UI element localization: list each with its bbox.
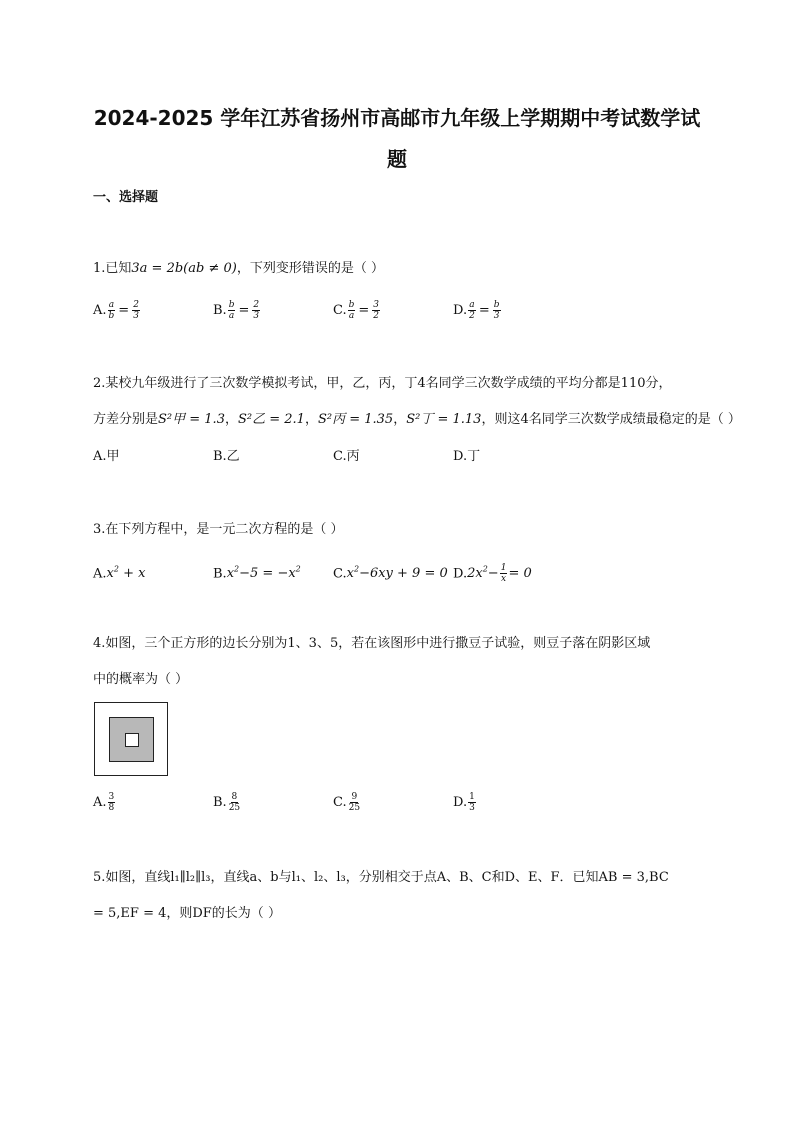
variance-jia: S²甲 = 1.3 [158, 412, 225, 427]
option-label: D. [453, 303, 468, 318]
option-label: A. [93, 795, 107, 810]
question-2-option-c: C.丙 [333, 449, 360, 464]
question-1-option-c: C. $\frac{b}{a}$ = $\frac{3}{2}$ [333, 300, 380, 321]
option-label: C. [333, 303, 347, 318]
question-3-option-a: $A.x^2 + x$ [93, 565, 146, 582]
section-heading: 一、选择题 [93, 190, 159, 205]
question-2-option-a: A.甲 [93, 449, 120, 464]
document-title-line-1: 2024-2025 学年江苏省扬州市高邮市九年级上学期期中考试数学试 [93, 106, 701, 130]
question-3-option-b: $B.x^2-5 = -x^2$ [213, 565, 301, 582]
question-2-option-d: D.丁 [453, 449, 481, 464]
variance-bing: S²丙 = 1.35 [317, 412, 394, 427]
variance-ding: S²丁 = 1.13 [406, 412, 482, 427]
question-2-prefix: 方差分别是 [93, 412, 159, 427]
question-1 [93, 260, 384, 278]
question-5-line-1: 5.如图，直线l₁∥l₂∥l₃，直线a、b与l₁、l₂、l₃，分别相交于点A、B、C和D、E、F．已知AB = 3,BC [93, 870, 669, 885]
question-2-line-1: 2.某校九年级进行了三次数学模拟考试，甲，乙，丙，丁4名同学三次数学成绩的平均分都是110分， [93, 376, 672, 391]
option-label: B. [213, 566, 227, 582]
question-4-option-d: D. $\frac{1}{3}$ [453, 792, 475, 813]
option-label: C. [333, 566, 347, 582]
option-label: D. [453, 566, 468, 582]
nested-squares-figure [94, 702, 168, 776]
question-1-suffix: ，下列变形错误的是（ ） [236, 261, 384, 276]
question-2-line-2: 方差分别是S²甲 = 1.3，S²乙 = 2.1，S²丙 = 1.35，S²丁 = 1.13，则这4名同学三次数学成绩最稳定的是（ ） [93, 412, 741, 427]
question-1-option-d: D. $\frac{a}{2}$ = $\frac{b}{3}$ [453, 300, 500, 321]
question-4-line-2: 中的概率为（ ） [93, 672, 189, 687]
question-1-condition: 3a = 2b(ab ≠ 0) [131, 261, 237, 276]
question-3-option-c: $C.x^2-6xy + 9 = 0$ [333, 565, 448, 582]
question-3-option-d: $D.2x^2-$ $\frac{1}{x}$ = 0 [453, 563, 532, 585]
question-4-option-b: B. $\frac{8}{25}$ [213, 792, 241, 813]
question-5-line-2: = 5,EF = 4，则DF的长为（ ） [93, 906, 281, 921]
question-1-prefix: 1.已知 [93, 261, 132, 276]
question-4-line-1: 4.如图，三个正方形的边长分别为1、3、5，若在该图形中进行撒豆子试验，则豆子落在阴影区域 [93, 636, 651, 651]
question-2-option-b: B.乙 [213, 449, 240, 464]
variance-yi: S²乙 = 2.1 [237, 412, 305, 427]
question-4-option-c: C. $\frac{9}{25}$ [333, 792, 361, 813]
option-label: A. [93, 566, 107, 582]
shaded-square [109, 717, 154, 762]
option-label: D. [453, 795, 468, 810]
option-label: B. [213, 303, 227, 318]
inner-square [125, 733, 139, 747]
question-1-option-b: B. $\frac{b}{a}$ = $\frac{2}{3}$ [213, 300, 260, 321]
option-label: B. [213, 795, 227, 810]
question-1-option-a: A. $\frac{a}{b}$ = $\frac{2}{3}$ [93, 300, 139, 321]
question-2-suffix: ，则这4名同学三次数学成绩最稳定的是（ ） [481, 412, 741, 427]
question-4-option-a: A. $\frac{3}{8}$ [93, 792, 115, 813]
question-3: 3.在下列方程中，是一元二次方程的是（ ） [93, 522, 344, 537]
option-label: C. [333, 795, 347, 810]
option-label: A. [93, 303, 107, 318]
document-title-line-2: 题 [387, 147, 407, 171]
